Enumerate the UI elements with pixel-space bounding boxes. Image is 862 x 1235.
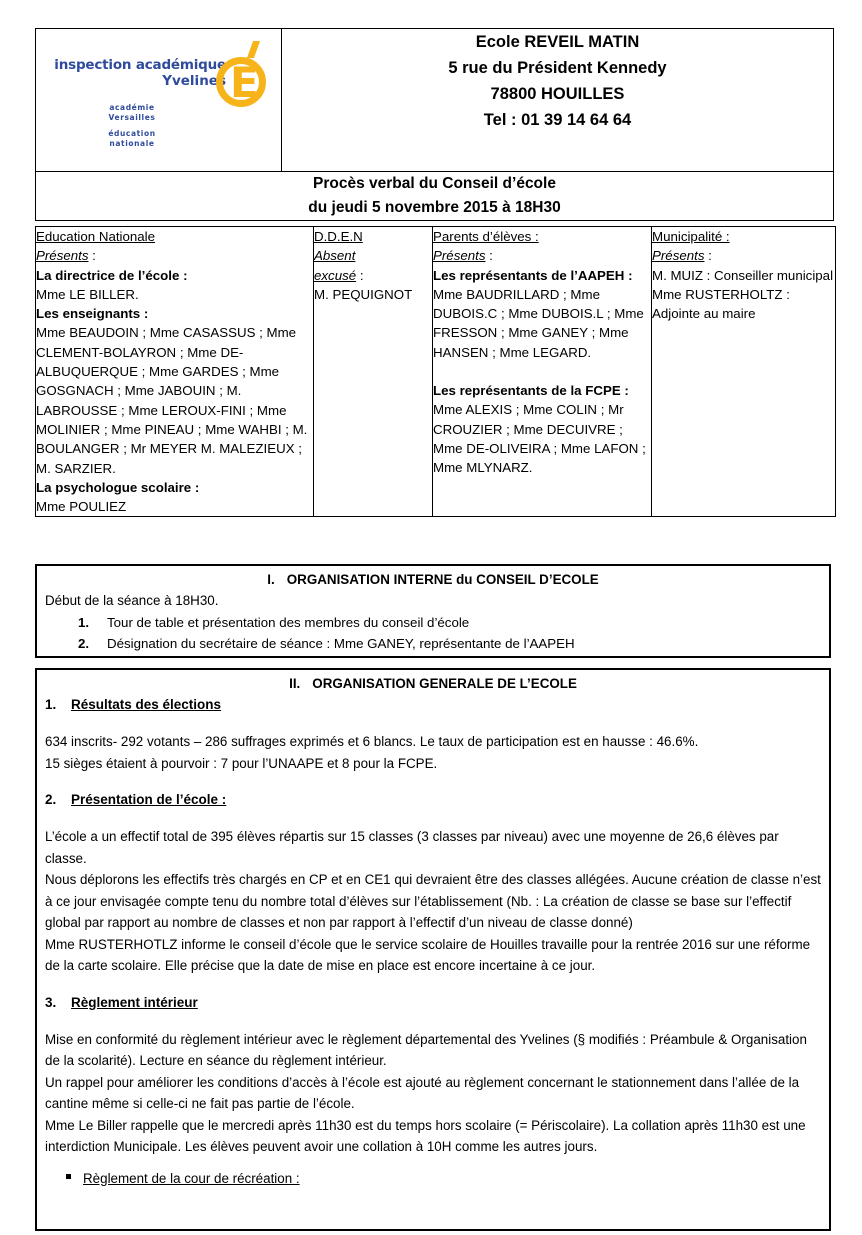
school-address: 5 rue du Président Kennedy (448, 59, 667, 77)
section-1-heading-text: ORGANISATION INTERNE du CONSEIL D’ECOLE (286, 572, 599, 587)
col1-role-enseignants: Les enseignants : (36, 306, 149, 322)
attendance-row (36, 227, 836, 517)
logo-subtext-academie (50, 103, 214, 123)
logo-sub1-line2: Versailles (108, 113, 156, 122)
logo-letter-e: E (230, 58, 259, 107)
col1-role-directrice: La directrice de l’école : (36, 267, 188, 283)
col2-heading: D.D.E.N (314, 229, 363, 244)
subsection-3-heading (37, 992, 829, 1014)
section-1-item-1-text: Tour de table et présentation des membres du conseil d’école (107, 614, 470, 630)
spacer (37, 811, 829, 826)
subsection-3-title: Règlement intérieur (71, 994, 198, 1010)
subsection-1-title: Résultats des élections (71, 697, 222, 712)
logo-sub1-line1: académie (109, 103, 155, 112)
subsection-2-para-3: Mme RUSTERHOTLZ informe le conseil d’école que le service scolaire de Houilles travaille pour la rentrée 2016 sur une réforme de la carte scolaire. Elle précise que la date de mise en place est encore incertaine à ce jour. (45, 936, 811, 973)
col2-status-colon: : (356, 267, 364, 283)
col3-spacer (433, 362, 651, 381)
col1-directrice-name: Mme LE BILLER. (36, 286, 139, 302)
attendance-table (35, 226, 836, 517)
list-item (45, 612, 821, 633)
logo-subtext-education (50, 129, 214, 149)
subsection-3-bullet-1-text: Règlement de la cour de récréation : (83, 1170, 300, 1186)
subsection-2-para-2: Nous déplorons les effectifs très chargés en CP et en CE1 qui devraient être des classes allégées. Aucune création de classe n’est à ce jour envisagée compte tenu du nombre total d’élèves sur l’établissement (Nb. : La création de classe se base sur l’effectif global par rapport au nombre de classes et non par rapport à l’effectif d’un niveau de classe donné) (45, 872, 821, 930)
section-1-item-2-text: Désignation du secrétaire de séance : Mme GANEY, représentante de l’AAPEH (107, 635, 575, 651)
subsection-3-bullet-1 (37, 1168, 829, 1189)
col2-status-line2 (314, 266, 432, 285)
col4-status (652, 246, 835, 265)
col3-status-colon: : (485, 248, 493, 264)
subsection-2-heading (37, 789, 829, 811)
col3-status-word: Présents (433, 248, 486, 264)
subsection-1-para-1: 634 inscrits- 292 votants – 286 suffrages exprimés et 6 blancs. Le taux de participation est en hausse : 46.6%. (45, 734, 699, 749)
logo-line-2: Yvelines (162, 73, 226, 89)
col2-name: M. PEQUIGNOT (314, 286, 413, 302)
col4-status-colon: : (704, 248, 712, 264)
subsection-1-heading (37, 694, 829, 716)
col1-role-psychologue: La psychologue scolaire : (36, 479, 200, 495)
section-1-item-2-num: 2. (78, 635, 90, 651)
logo-sub2-line1: éducation (108, 129, 156, 138)
header-table (35, 28, 834, 221)
subsection-1-para-2: 15 sièges étaient à pourvoir : 7 pour l’UNAAPE et 8 pour la FCPE. (45, 755, 438, 771)
attendance-col-dden (314, 227, 433, 517)
col4-heading: Municipalité : (652, 229, 730, 244)
spacer (37, 716, 829, 731)
col3-group2-names: Mme ALEXIS ; Mme COLIN ; Mr CROUZIER ; Mme DECUIVRE ; Mme DE-OLIVEIRA ; Mme LAFON ; Mme MLYNARZ. (433, 402, 646, 476)
col4-person-1: M. MUIZ : Conseiller municipal (652, 267, 834, 283)
subsection-1-num: 1. (45, 697, 57, 712)
col1-teachers-list: Mme BEAUDOIN ; Mme CASASSUS ; Mme CLEMENT-BOLAYRON ; Mme DE-ALBUQUERQUE ; Mme GARDES ; Mme GOSGNACH ; Mme JABOUIN ; M. LABROUSSE ; Mme LEROUX-FINI ; Mme MOLINIER ; Mme PINEAU ; Mme WAHBI ; M. BOULANGER ; Mr MEYER M. MALEZIEUX ; M. SARZIER. (36, 325, 308, 476)
col2-status-line1: Absent (314, 248, 356, 264)
subsection-3-num: 3. (45, 994, 57, 1010)
spacer (37, 977, 829, 992)
col3-group1-names: Mme BAUDRILLARD ; Mme DUBOIS.C ; Mme DUBOIS.L ; Mme FRESSON ; Mme GANEY ; Mme HANSEN ; Mme LEGARD. (433, 286, 644, 360)
section-1-roman: I. (267, 572, 275, 587)
list-item (45, 633, 821, 654)
e-accent-icon (210, 41, 280, 119)
subsection-2-num: 2. (45, 792, 57, 807)
square-bullet-icon (66, 1174, 71, 1179)
col4-status-word: Présents (652, 248, 705, 264)
spacer (37, 1158, 829, 1168)
col4-person-2: Mme RUSTERHOLTZ : Adjointe au maire (652, 286, 790, 322)
col3-heading: Parents d’élèves : (433, 229, 539, 244)
col1-status (36, 246, 313, 265)
subsection-3-para-3: Mme Le Biller rappelle que le mercredi après 11h30 est du temps hors scolaire (= Périscolaire). La collation après 11h30 est une interdiction Municipale. Les élèves peuvent avoir une collation à 10H comme les autres jours. (45, 1117, 806, 1154)
document-title-line-1: Procès verbal du Conseil d’école (313, 175, 556, 192)
col1-heading: Education Nationale (36, 229, 156, 244)
attendance-col-municipalite (652, 227, 836, 517)
col1-status-word: Présents (36, 248, 89, 264)
section-1-heading (37, 566, 829, 590)
logo-cell (36, 29, 282, 172)
subsection-2-title: Présentation de l’école : (71, 792, 227, 807)
col1-status-colon: : (88, 248, 96, 264)
section-2-roman: II. (289, 676, 301, 691)
section-2-box (35, 668, 831, 1231)
section-2-heading (37, 670, 829, 694)
document-title-cell (36, 172, 834, 221)
section-1-item-1-num: 1. (78, 614, 90, 630)
col3-group1-label: Les représentants de l’AAPEH : (433, 267, 633, 283)
col3-group2-label: Les représentants de la FCPE : (433, 383, 629, 399)
spacer (37, 1014, 829, 1029)
accent-mark-icon (247, 41, 260, 58)
logo-sub2-line2: nationale (109, 139, 155, 148)
section-1-intro: Début de la séance à 18H30. (45, 593, 219, 608)
subsection-3-para-2: Un rappel pour améliorer les conditions d’accès à l’école est ajouté au règlement concernant le stationnement dans l’allée de la cantine même si celle-ci ne fait pas partie de l’école. (45, 1074, 800, 1111)
school-phone: Tel : 01 39 14 64 64 (483, 111, 632, 129)
academie-logo (50, 39, 275, 159)
header-row (36, 29, 834, 172)
col1-psychologue-name: Mme POULIEZ (36, 499, 127, 515)
title-row (36, 172, 834, 221)
col2-status-word: excusé (314, 267, 357, 283)
section-2-heading-text: ORGANISATION GENERALE DE L’ECOLE (312, 676, 577, 691)
attendance-col-education-nationale (36, 227, 314, 517)
attendance-col-parents (433, 227, 652, 517)
logo-line-1: inspection académique (54, 57, 226, 73)
spacer (37, 774, 829, 789)
section-1-box (35, 564, 831, 658)
subsection-2-para-1: L’école a un effectif total de 395 élèves répartis sur 15 classes (3 classes par niveau) avec une moyenne de 26,6 élèves par classe. (45, 829, 779, 866)
school-city: 78800 HOUILLES (490, 85, 625, 103)
subsection-3-para-1: Mise en conformité du règlement intérieur avec le règlement départemental des Yvelines (§ modifiés : Préambule & Organisation de la scolarité). Lecture en séance du règlement intérieur. (45, 1031, 807, 1068)
school-name: Ecole REVEIL MATIN (475, 33, 640, 51)
document-title-line-2: du jeudi 5 novembre 2015 à 18H30 (308, 199, 561, 216)
section-1-list (37, 612, 829, 656)
school-info-cell (282, 29, 834, 172)
col3-status (433, 246, 651, 265)
